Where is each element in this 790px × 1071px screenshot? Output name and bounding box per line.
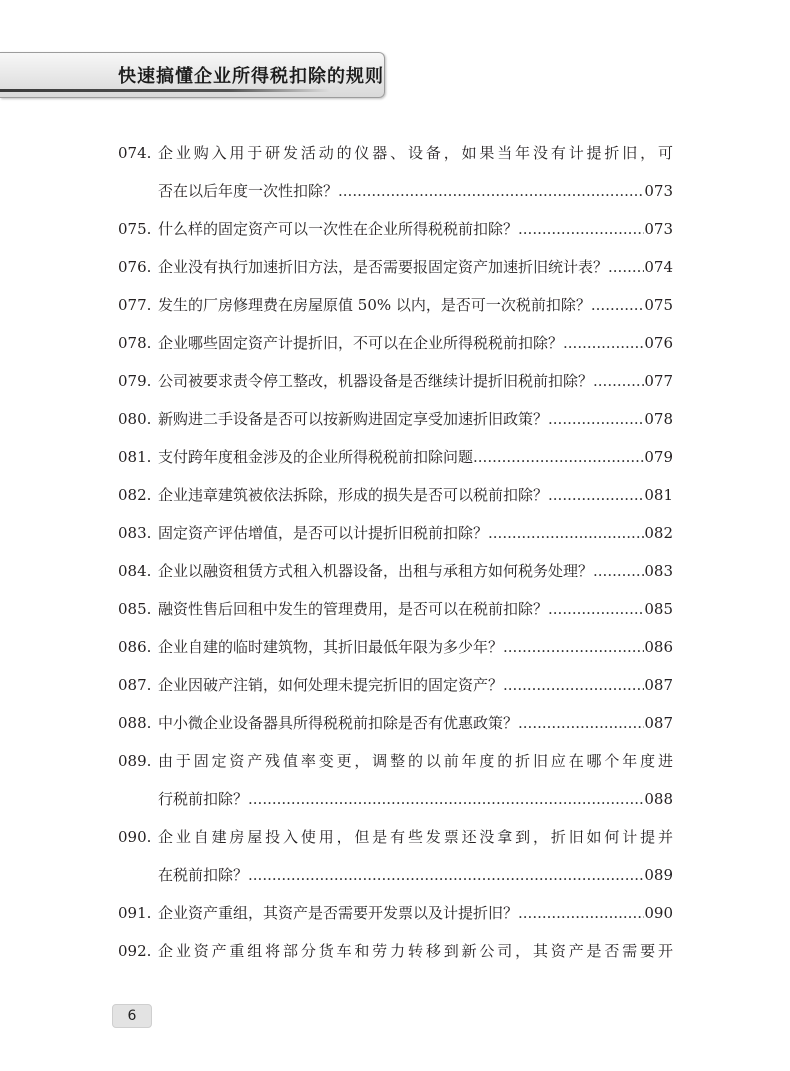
toc-entry[interactable] <box>118 590 673 628</box>
toc-entry-title: 企业资产重组将部分货车和劳力转移到新公司，其资产是否需要开 <box>158 942 673 960</box>
toc-entry-number: 077. <box>118 296 152 314</box>
dot-leader <box>503 666 644 704</box>
toc-entry-number: 086. <box>118 638 152 656</box>
toc-entry-number: 092. <box>118 942 152 960</box>
toc-entry-title: 新购进二手设备是否可以按新购进固定享受加速折旧政策？ <box>158 410 549 428</box>
toc-entry-number: 083. <box>118 524 152 542</box>
toc-entry[interactable] <box>118 324 673 362</box>
toc-entry-title: 企业哪些固定资产计提折旧，不可以在企业所得税税前扣除？ <box>158 334 564 352</box>
dot-leader <box>248 780 644 818</box>
toc-entry-line <box>118 856 673 894</box>
toc-entry-title: 企业以融资租赁方式租入机器设备，出租与承租方如何税务处理？ <box>158 562 594 580</box>
toc-entry[interactable] <box>118 742 673 818</box>
toc-entry[interactable] <box>118 248 673 286</box>
dot-leader <box>338 172 644 210</box>
dot-leader <box>503 628 644 666</box>
toc-entry-number: 074. <box>118 144 152 162</box>
dot-leader <box>563 324 644 362</box>
toc-entry-title: 由于固定资产残值率变更，调整的以前年度的折旧应在哪个年度进 <box>158 752 673 770</box>
dot-leader <box>488 514 644 552</box>
toc-entry-title: 企业购入用于研发活动的仪器、设备，如果当年没有计提折旧，可 <box>158 144 673 162</box>
toc-entry-page: 087 <box>644 714 673 732</box>
toc-entry-line <box>118 818 673 856</box>
toc-entry-number: 089. <box>118 752 152 770</box>
toc-entry-page: 090 <box>644 904 673 922</box>
toc-entry[interactable] <box>118 400 673 438</box>
toc-entry[interactable] <box>118 704 673 742</box>
toc-entry-title: 企业违章建筑被依法拆除，形成的损失是否可以税前扣除？ <box>158 486 549 504</box>
dot-leader <box>591 286 644 324</box>
toc-entry-title: 企业因破产注销，如何处理未提完折旧的固定资产？ <box>158 676 504 694</box>
toc-entry-line <box>118 666 673 704</box>
toc-entry-title: 否在以后年度一次性扣除？ <box>158 182 339 200</box>
dot-leader <box>593 552 644 590</box>
dot-leader <box>518 894 644 932</box>
toc-entry-page: 073 <box>644 220 673 238</box>
toc-entry-title: 企业自建的临时建筑物，其折旧最低年限为多少年？ <box>158 638 504 656</box>
toc-entry-line <box>118 286 673 324</box>
toc-entry-title: 行税前扣除？ <box>158 790 249 808</box>
toc-entry-number: 075. <box>118 220 152 238</box>
toc-entry-page: 077 <box>644 372 673 390</box>
dot-leader <box>593 362 644 400</box>
toc-entry-title: 企业资产重组，其资产是否需要开发票以及计提折旧？ <box>158 904 519 922</box>
dot-leader <box>518 210 644 248</box>
toc-entry-page: 073 <box>644 182 673 200</box>
toc-entry-number: 082. <box>118 486 152 504</box>
toc-entry[interactable] <box>118 666 673 704</box>
toc-entry-number: 081. <box>118 448 152 466</box>
toc-entry-number: 078. <box>118 334 152 352</box>
toc-entry-title: 在税前扣除？ <box>158 866 249 884</box>
toc-entry-line <box>118 248 673 286</box>
toc-entry-number: 084. <box>118 562 152 580</box>
dot-leader <box>548 476 644 514</box>
toc-entry-line <box>118 362 673 400</box>
header-rule <box>0 89 330 92</box>
toc-entry-title: 融资性售后回租中发生的管理费用，是否可以在税前扣除？ <box>158 600 549 618</box>
toc-entry[interactable] <box>118 894 673 932</box>
toc-entry-page: 082 <box>644 524 673 542</box>
dot-leader <box>608 248 644 286</box>
toc-entry[interactable] <box>118 438 673 476</box>
toc-entry[interactable] <box>118 628 673 666</box>
toc-entry-line <box>118 552 673 590</box>
toc-entry-line <box>118 172 673 210</box>
dot-leader <box>473 438 644 476</box>
toc-entry-number: 080. <box>118 410 152 428</box>
toc-entry-line <box>118 134 673 172</box>
toc-entry-title: 公司被要求责令停工整改，机器设备是否继续计提折旧税前扣除？ <box>158 372 594 390</box>
toc-entry-line <box>118 932 673 970</box>
toc-entry[interactable] <box>118 552 673 590</box>
toc-entry-number: 079. <box>118 372 152 390</box>
toc-entry-number: 088. <box>118 714 152 732</box>
toc-entry-line <box>118 894 673 932</box>
toc-entry[interactable] <box>118 134 673 210</box>
running-header-title: 快速搞懂企业所得税扣除的规则 <box>118 66 384 87</box>
toc-entry[interactable] <box>118 210 673 248</box>
toc-entry-page: 078 <box>644 410 673 428</box>
dot-leader <box>548 590 644 628</box>
toc-entry-title: 企业没有执行加速折旧方法，是否需要报固定资产加速折旧统计表？ <box>158 258 609 276</box>
toc-entry-number: 090. <box>118 828 152 846</box>
toc-entry-line <box>118 742 673 780</box>
toc-entry[interactable] <box>118 286 673 324</box>
toc-entry-title: 发生的厂房修理费在房屋原值 50% 以内，是否可一次税前扣除？ <box>158 296 591 314</box>
toc-entry-page: 075 <box>644 296 673 314</box>
dot-leader <box>548 400 644 438</box>
toc-entry-page: 086 <box>644 638 673 656</box>
toc-entry-line <box>118 438 673 476</box>
dot-leader <box>248 856 644 894</box>
toc-entry-page: 089 <box>644 866 673 884</box>
toc-entry-line <box>118 780 673 818</box>
toc-entry-page: 081 <box>644 486 673 504</box>
toc-entry-title: 什么样的固定资产可以一次性在企业所得税税前扣除？ <box>158 220 519 238</box>
toc-entry-page: 088 <box>644 790 673 808</box>
toc-entry-title: 固定资产评估增值，是否可以计提折旧税前扣除？ <box>158 524 489 542</box>
toc-entry-line <box>118 476 673 514</box>
toc-entry-line <box>118 514 673 552</box>
toc-entry[interactable] <box>118 476 673 514</box>
toc-entry-page: 079 <box>644 448 673 466</box>
toc-entry-line <box>118 400 673 438</box>
toc-entry-title: 中小微企业设备器具所得税税前扣除是否有优惠政策？ <box>158 714 519 732</box>
toc-entry[interactable] <box>118 818 673 894</box>
toc-entry-number: 076. <box>118 258 152 276</box>
toc-entry-title: 企业自建房屋投入使用，但是有些发票还没拿到，折旧如何计提并 <box>158 828 673 846</box>
toc-entry[interactable] <box>118 514 673 552</box>
toc-entry-page: 074 <box>644 258 673 276</box>
toc-entry-page: 087 <box>644 676 673 694</box>
toc-entry-number: 091. <box>118 904 152 922</box>
page-number: 6 <box>112 1004 152 1028</box>
toc-entry-line <box>118 324 673 362</box>
toc-entry-line <box>118 628 673 666</box>
toc-entry-line <box>118 704 673 742</box>
toc-entry-page: 076 <box>644 334 673 352</box>
toc-entry-page: 083 <box>644 562 673 580</box>
toc-entry-line <box>118 590 673 628</box>
toc-entry[interactable] <box>118 932 673 970</box>
toc-entry-line <box>118 210 673 248</box>
dot-leader <box>518 704 644 742</box>
toc-entry-page: 085 <box>644 600 673 618</box>
toc-entry-title: 支付跨年度租金涉及的企业所得税税前扣除问题 <box>158 448 474 466</box>
toc-entry-number: 087. <box>118 676 152 694</box>
toc-entry-number: 085. <box>118 600 152 618</box>
toc-entry[interactable] <box>118 362 673 400</box>
table-of-contents <box>118 134 673 970</box>
